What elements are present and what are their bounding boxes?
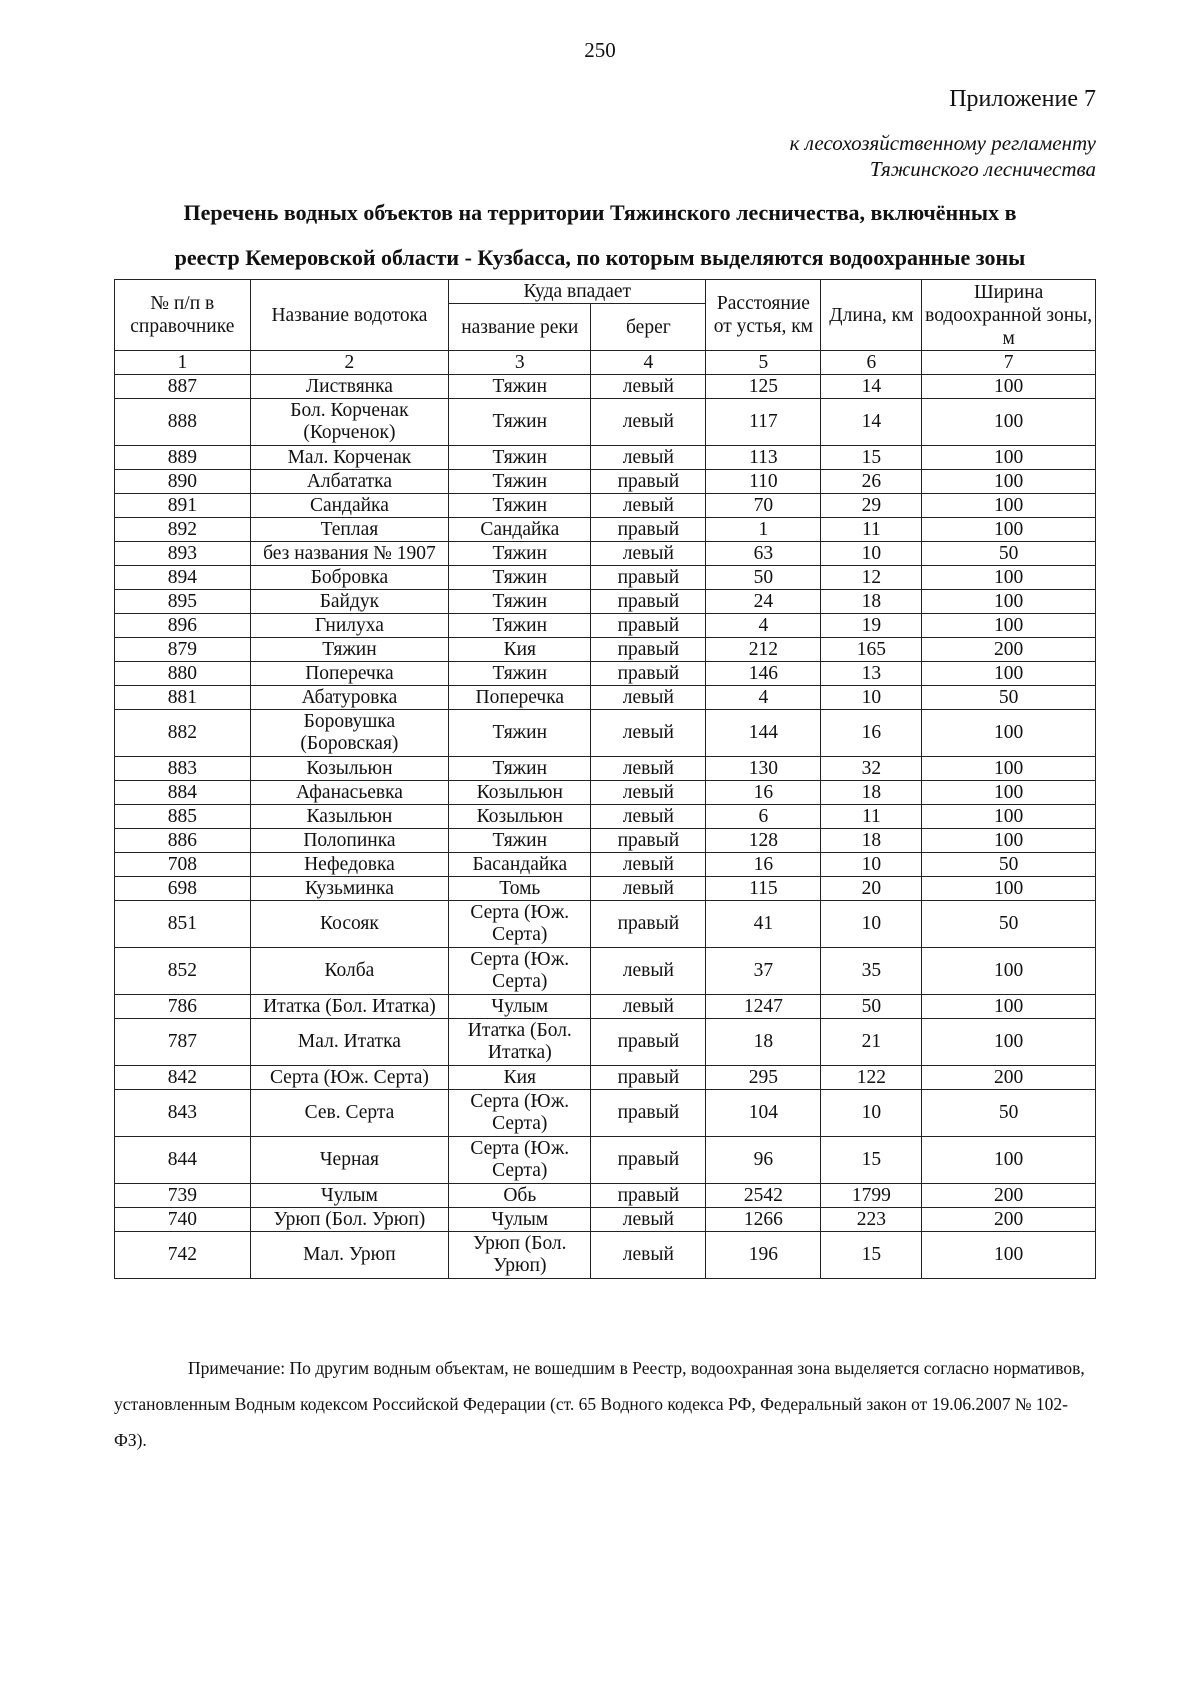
cell-bank: левый — [591, 877, 706, 901]
cell-width: 100 — [922, 375, 1096, 399]
cell-river: Кия — [449, 638, 591, 662]
cell-distance: 144 — [706, 710, 821, 757]
cell-length: 14 — [821, 375, 922, 399]
cell-name: Косояк — [250, 901, 449, 948]
cell-river: Тяжин — [449, 590, 591, 614]
cell-width: 100 — [922, 781, 1096, 805]
cell-length: 21 — [821, 1019, 922, 1066]
cell-river: Тяжин — [449, 446, 591, 470]
cell-river: Тяжин — [449, 829, 591, 853]
cell-distance: 212 — [706, 638, 821, 662]
cell-distance: 50 — [706, 566, 821, 590]
cell-bank: правый — [591, 614, 706, 638]
table-row — [115, 446, 1096, 470]
cell-width: 100 — [922, 995, 1096, 1019]
cell-bank: правый — [591, 1019, 706, 1066]
title-line: Перечень водных объектов на территории Тяжинского лесничества, включённых в — [183, 200, 1017, 225]
cell-river: Итатка (Бол. Итатка) — [449, 1019, 591, 1066]
table-row — [115, 1090, 1096, 1137]
cell-length: 26 — [821, 470, 922, 494]
cell-length: 32 — [821, 757, 922, 781]
cell-num: 884 — [115, 781, 251, 805]
cell-river: Поперечка — [449, 686, 591, 710]
column-number: 6 — [821, 351, 922, 375]
cell-distance: 6 — [706, 805, 821, 829]
cell-bank: левый — [591, 399, 706, 446]
cell-bank: левый — [591, 805, 706, 829]
cell-bank: правый — [591, 638, 706, 662]
cell-length: 18 — [821, 781, 922, 805]
cell-length: 1799 — [821, 1184, 922, 1208]
cell-length: 165 — [821, 638, 922, 662]
cell-bank: правый — [591, 901, 706, 948]
subtitle-line: Тяжинского лесничества — [869, 157, 1096, 181]
cell-bank: левый — [591, 686, 706, 710]
cell-width: 100 — [922, 566, 1096, 590]
cell-bank: правый — [591, 1090, 706, 1137]
table-row — [115, 470, 1096, 494]
header-row — [115, 280, 1096, 304]
header-num: № п/п в справочнике — [115, 280, 251, 351]
column-number: 5 — [706, 351, 821, 375]
cell-name: Албататка — [250, 470, 449, 494]
table-row — [115, 1208, 1096, 1232]
header-length: Длина, км — [821, 280, 922, 351]
cell-length: 18 — [821, 829, 922, 853]
cell-name: Гнилуха — [250, 614, 449, 638]
page-number: 250 — [584, 38, 616, 62]
cell-length: 11 — [821, 805, 922, 829]
cell-num: 889 — [115, 446, 251, 470]
cell-distance: 196 — [706, 1232, 821, 1279]
cell-distance: 130 — [706, 757, 821, 781]
column-number: 1 — [115, 351, 251, 375]
column-number: 3 — [449, 351, 591, 375]
cell-river: Серта (Юж. Серта) — [449, 901, 591, 948]
cell-length: 10 — [821, 853, 922, 877]
cell-width: 100 — [922, 1137, 1096, 1184]
cell-distance: 295 — [706, 1066, 821, 1090]
cell-num: 883 — [115, 757, 251, 781]
table-row — [115, 542, 1096, 566]
table-row — [115, 948, 1096, 995]
cell-name: Сев. Серта — [250, 1090, 449, 1137]
cell-width: 100 — [922, 470, 1096, 494]
cell-num: 843 — [115, 1090, 251, 1137]
cell-distance: 63 — [706, 542, 821, 566]
cell-river: Томь — [449, 877, 591, 901]
footnote: Примечание: По другим водным объектам, не вошедшим в Реестр, водоохранная зона выделяется согласно нормативов, установленным Водным кодексом Российской Федерации (ст. 65 Водного кодекса РФ, Федеральный закон от 19.06.2007 № 102-ФЗ). — [114, 1358, 1085, 1450]
cell-bank: левый — [591, 1208, 706, 1232]
cell-name: Кузьминка — [250, 877, 449, 901]
cell-distance: 24 — [706, 590, 821, 614]
cell-length: 10 — [821, 686, 922, 710]
cell-num: 881 — [115, 686, 251, 710]
cell-bank: левый — [591, 995, 706, 1019]
cell-length: 10 — [821, 542, 922, 566]
header-bank: берег — [591, 304, 706, 351]
table-row — [115, 590, 1096, 614]
cell-width: 100 — [922, 710, 1096, 757]
appendix-label: Приложение 7 — [949, 86, 1096, 112]
cell-distance: 1247 — [706, 995, 821, 1019]
table-row — [115, 1137, 1096, 1184]
cell-distance: 113 — [706, 446, 821, 470]
cell-width: 200 — [922, 638, 1096, 662]
cell-name: Мал. Урюп — [250, 1232, 449, 1279]
document-subtitle — [790, 130, 1096, 182]
table-row — [115, 614, 1096, 638]
cell-name: Колба — [250, 948, 449, 995]
cell-length: 15 — [821, 446, 922, 470]
cell-distance: 125 — [706, 375, 821, 399]
cell-name: без названия № 1907 — [250, 542, 449, 566]
table-row — [115, 710, 1096, 757]
cell-length: 13 — [821, 662, 922, 686]
cell-name: Итатка (Бол. Итатка) — [250, 995, 449, 1019]
cell-distance: 37 — [706, 948, 821, 995]
table-row — [115, 877, 1096, 901]
table-row — [115, 781, 1096, 805]
table-row — [115, 995, 1096, 1019]
table-row — [115, 853, 1096, 877]
cell-bank: левый — [591, 710, 706, 757]
table-row — [115, 638, 1096, 662]
cell-river: Козыльюн — [449, 805, 591, 829]
cell-river: Тяжин — [449, 614, 591, 638]
cell-name: Афанасьевка — [250, 781, 449, 805]
cell-river: Тяжин — [449, 399, 591, 446]
cell-num: 742 — [115, 1232, 251, 1279]
cell-distance: 110 — [706, 470, 821, 494]
cell-bank: правый — [591, 470, 706, 494]
cell-river: Чулым — [449, 995, 591, 1019]
document-title — [100, 190, 1100, 280]
cell-length: 11 — [821, 518, 922, 542]
cell-bank: левый — [591, 446, 706, 470]
header-width: Ширина водоохранной зоны, м — [922, 280, 1096, 351]
cell-bank: правый — [591, 518, 706, 542]
table-row — [115, 494, 1096, 518]
cell-bank: левый — [591, 1232, 706, 1279]
cell-river: Тяжин — [449, 566, 591, 590]
cell-bank: левый — [591, 375, 706, 399]
cell-num: 740 — [115, 1208, 251, 1232]
cell-river: Тяжин — [449, 662, 591, 686]
table-row — [115, 901, 1096, 948]
table-row — [115, 1066, 1096, 1090]
cell-bank: левый — [591, 948, 706, 995]
cell-length: 15 — [821, 1232, 922, 1279]
cell-bank: левый — [591, 494, 706, 518]
cell-width: 100 — [922, 399, 1096, 446]
cell-name: Черная — [250, 1137, 449, 1184]
table-row — [115, 566, 1096, 590]
cell-name: Сандайка — [250, 494, 449, 518]
cell-name: Казыльюн — [250, 805, 449, 829]
cell-width: 100 — [922, 494, 1096, 518]
cell-num: 842 — [115, 1066, 251, 1090]
cell-name: Абатуровка — [250, 686, 449, 710]
table-row — [115, 375, 1096, 399]
cell-width: 100 — [922, 1232, 1096, 1279]
cell-distance: 16 — [706, 781, 821, 805]
cell-width: 100 — [922, 662, 1096, 686]
cell-river: Тяжин — [449, 757, 591, 781]
cell-name: Полопинка — [250, 829, 449, 853]
cell-length: 122 — [821, 1066, 922, 1090]
cell-name: Чулым — [250, 1184, 449, 1208]
table-row — [115, 662, 1096, 686]
cell-num: 880 — [115, 662, 251, 686]
cell-length: 35 — [821, 948, 922, 995]
cell-width: 200 — [922, 1208, 1096, 1232]
cell-bank: правый — [591, 566, 706, 590]
cell-name: Серта (Юж. Серта) — [250, 1066, 449, 1090]
column-number: 2 — [250, 351, 449, 375]
cell-distance: 128 — [706, 829, 821, 853]
cell-length: 29 — [821, 494, 922, 518]
cell-distance: 4 — [706, 686, 821, 710]
cell-river: Серта (Юж. Серта) — [449, 1137, 591, 1184]
cell-num: 882 — [115, 710, 251, 757]
cell-width: 100 — [922, 614, 1096, 638]
title-line: реестр Кемеровской области - Кузбасса, по которым выделяются водоохранные зоны — [174, 245, 1026, 270]
cell-river: Обь — [449, 1184, 591, 1208]
cell-num: 894 — [115, 566, 251, 590]
cell-bank: правый — [591, 1184, 706, 1208]
cell-river: Урюп (Бол. Урюп) — [449, 1232, 591, 1279]
cell-distance: 18 — [706, 1019, 821, 1066]
cell-bank: левый — [591, 757, 706, 781]
cell-name: Поперечка — [250, 662, 449, 686]
cell-name: Бобровка — [250, 566, 449, 590]
cell-width: 100 — [922, 877, 1096, 901]
cell-distance: 115 — [706, 877, 821, 901]
cell-distance: 1266 — [706, 1208, 821, 1232]
cell-bank: правый — [591, 590, 706, 614]
cell-river: Тяжин — [449, 542, 591, 566]
cell-width: 50 — [922, 853, 1096, 877]
cell-length: 16 — [821, 710, 922, 757]
cell-name: Листвянка — [250, 375, 449, 399]
cell-num: 879 — [115, 638, 251, 662]
cell-num: 851 — [115, 901, 251, 948]
cell-num: 739 — [115, 1184, 251, 1208]
subtitle-line: к лесохозяйственному регламенту — [789, 131, 1096, 155]
cell-length: 223 — [821, 1208, 922, 1232]
table-row — [115, 686, 1096, 710]
cell-name: Урюп (Бол. Урюп) — [250, 1208, 449, 1232]
header-flows-into: Куда впадает — [449, 280, 706, 304]
cell-width: 100 — [922, 590, 1096, 614]
cell-length: 10 — [821, 901, 922, 948]
table-row — [115, 518, 1096, 542]
cell-width: 100 — [922, 805, 1096, 829]
cell-distance: 2542 — [706, 1184, 821, 1208]
cell-name: Мал. Корченак — [250, 446, 449, 470]
cell-num: 787 — [115, 1019, 251, 1066]
table-row — [115, 829, 1096, 853]
cell-distance: 117 — [706, 399, 821, 446]
table-row — [115, 399, 1096, 446]
table-row — [115, 805, 1096, 829]
cell-name: Козыльюн — [250, 757, 449, 781]
column-numbers-row — [115, 351, 1096, 375]
cell-length: 15 — [821, 1137, 922, 1184]
cell-river: Тяжин — [449, 494, 591, 518]
cell-width: 100 — [922, 948, 1096, 995]
cell-width: 100 — [922, 446, 1096, 470]
table-row — [115, 1019, 1096, 1066]
cell-name: Боровушка (Боровская) — [250, 710, 449, 757]
column-number: 4 — [591, 351, 706, 375]
cell-num: 886 — [115, 829, 251, 853]
cell-num: 844 — [115, 1137, 251, 1184]
water-bodies-table — [114, 279, 1096, 1279]
cell-width: 50 — [922, 686, 1096, 710]
cell-num: 708 — [115, 853, 251, 877]
cell-name: Мал. Итатка — [250, 1019, 449, 1066]
cell-num: 892 — [115, 518, 251, 542]
table-body — [115, 375, 1096, 1279]
cell-name: Тяжин — [250, 638, 449, 662]
cell-bank: левый — [591, 542, 706, 566]
cell-num: 885 — [115, 805, 251, 829]
cell-distance: 146 — [706, 662, 821, 686]
cell-bank: левый — [591, 853, 706, 877]
cell-num: 786 — [115, 995, 251, 1019]
cell-distance: 1 — [706, 518, 821, 542]
column-number: 7 — [922, 351, 1096, 375]
cell-width: 50 — [922, 901, 1096, 948]
cell-distance: 4 — [706, 614, 821, 638]
cell-length: 18 — [821, 590, 922, 614]
cell-name: Бол. Корченак (Корченок) — [250, 399, 449, 446]
cell-bank: правый — [591, 662, 706, 686]
table-row — [115, 1232, 1096, 1279]
cell-length: 14 — [821, 399, 922, 446]
cell-length: 12 — [821, 566, 922, 590]
cell-length: 19 — [821, 614, 922, 638]
cell-num: 895 — [115, 590, 251, 614]
cell-width: 200 — [922, 1184, 1096, 1208]
cell-num: 888 — [115, 399, 251, 446]
cell-num: 887 — [115, 375, 251, 399]
cell-num: 891 — [115, 494, 251, 518]
header-distance: Расстояние от устья, км — [706, 280, 821, 351]
cell-length: 10 — [821, 1090, 922, 1137]
cell-bank: правый — [591, 829, 706, 853]
cell-river: Козыльюн — [449, 781, 591, 805]
cell-river: Чулым — [449, 1208, 591, 1232]
cell-river: Сандайка — [449, 518, 591, 542]
cell-num: 698 — [115, 877, 251, 901]
cell-length: 20 — [821, 877, 922, 901]
cell-distance: 104 — [706, 1090, 821, 1137]
cell-river: Тяжин — [449, 470, 591, 494]
cell-river: Серта (Юж. Серта) — [449, 948, 591, 995]
cell-distance: 41 — [706, 901, 821, 948]
cell-width: 50 — [922, 1090, 1096, 1137]
cell-num: 893 — [115, 542, 251, 566]
cell-river: Серта (Юж. Серта) — [449, 1090, 591, 1137]
cell-river: Басандайка — [449, 853, 591, 877]
cell-name: Нефедовка — [250, 853, 449, 877]
cell-width: 100 — [922, 518, 1096, 542]
cell-width: 200 — [922, 1066, 1096, 1090]
cell-width: 100 — [922, 757, 1096, 781]
cell-bank: левый — [591, 781, 706, 805]
cell-distance: 70 — [706, 494, 821, 518]
header-name: Название водотока — [250, 280, 449, 351]
cell-num: 890 — [115, 470, 251, 494]
cell-num: 852 — [115, 948, 251, 995]
header-river: название реки — [449, 304, 591, 351]
cell-width: 100 — [922, 829, 1096, 853]
cell-name: Теплая — [250, 518, 449, 542]
cell-distance: 16 — [706, 853, 821, 877]
cell-distance: 96 — [706, 1137, 821, 1184]
cell-length: 50 — [821, 995, 922, 1019]
cell-bank: правый — [591, 1066, 706, 1090]
cell-bank: правый — [591, 1137, 706, 1184]
cell-river: Тяжин — [449, 710, 591, 757]
cell-width: 50 — [922, 542, 1096, 566]
cell-num: 896 — [115, 614, 251, 638]
table-row — [115, 757, 1096, 781]
cell-width: 100 — [922, 1019, 1096, 1066]
cell-river: Тяжин — [449, 375, 591, 399]
cell-name: Байдук — [250, 590, 449, 614]
table-row — [115, 1184, 1096, 1208]
cell-river: Кия — [449, 1066, 591, 1090]
